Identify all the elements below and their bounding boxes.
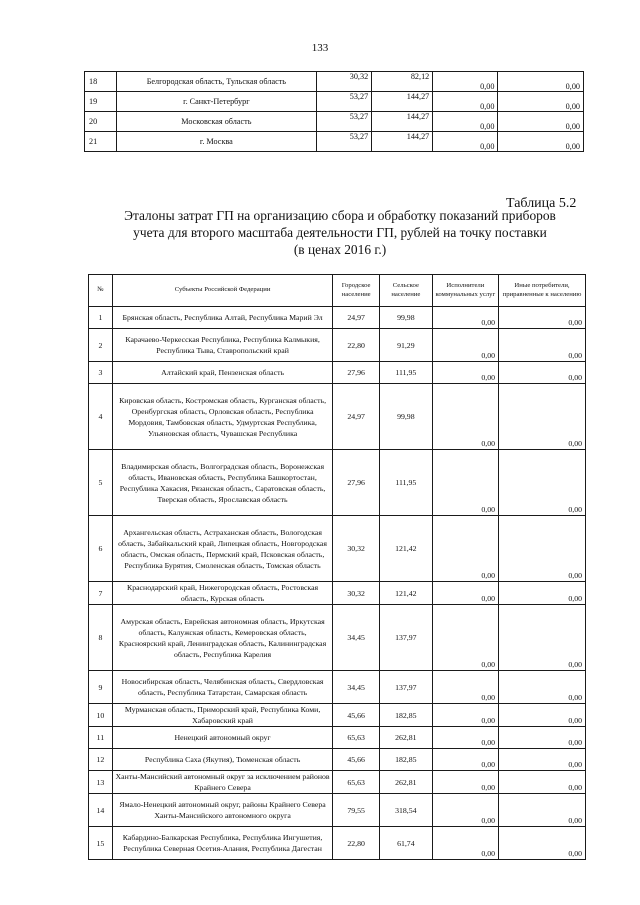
- row-urban-value: 53,27: [317, 112, 372, 132]
- page-number: 133: [311, 42, 329, 54]
- row-other-value: 0,00: [499, 605, 586, 671]
- row-rural-value: 91,29: [379, 329, 432, 362]
- row-other-value: 0,00: [499, 384, 586, 450]
- row-urban-value: 53,27: [317, 92, 372, 112]
- row-urban-value: 22,80: [333, 827, 380, 860]
- row-number: 13: [89, 771, 113, 794]
- row-utility-value: 0,00: [433, 132, 498, 152]
- row-rural-value: 121,42: [379, 516, 432, 582]
- row-utility-value: 0,00: [433, 92, 498, 112]
- cost-standards-table: [88, 274, 586, 860]
- row-number: 9: [89, 671, 113, 704]
- row-number: 7: [89, 582, 113, 605]
- row-utility-value: 0,00: [432, 727, 498, 749]
- row-urban-value: 79,55: [333, 794, 380, 827]
- row-utility-value: 0,00: [432, 827, 498, 860]
- table-row: [89, 671, 586, 704]
- row-utility-value: 0,00: [432, 671, 498, 704]
- row-other-value: 0,00: [499, 671, 586, 704]
- continued-table: [84, 71, 584, 152]
- row-number: 4: [89, 384, 113, 450]
- row-urban-value: 27,96: [333, 362, 380, 384]
- row-number: 18: [85, 72, 117, 92]
- header-rural: Сельское население: [379, 275, 432, 307]
- row-utility-value: 0,00: [432, 749, 498, 771]
- row-subject: Владимирская область, Волгоградская область, Воронежская область, Ивановская область, Республика Башкортостан, Республика Хакасия, Рязанская область, Саратовская область, Тверская область, Ярославская область: [112, 450, 333, 516]
- row-urban-value: 27,96: [333, 450, 380, 516]
- row-urban-value: 30,32: [333, 516, 380, 582]
- row-number: 19: [85, 92, 117, 112]
- row-urban-value: 30,32: [317, 72, 372, 92]
- row-other-value: 0,00: [499, 450, 586, 516]
- table-row: [85, 92, 584, 112]
- table-row: [89, 704, 586, 727]
- title-line: Эталоны затрат ГП на организацию сбора и обработку показаний приборов: [124, 208, 556, 223]
- table-row: [89, 605, 586, 671]
- row-utility-value: 0,00: [432, 704, 498, 727]
- row-rural-value: 144,27: [372, 92, 433, 112]
- row-number: 6: [89, 516, 113, 582]
- table-row: [89, 516, 586, 582]
- row-number: 5: [89, 450, 113, 516]
- row-rural-value: 182,85: [379, 749, 432, 771]
- row-other-value: 0,00: [499, 794, 586, 827]
- table-row: [89, 450, 586, 516]
- row-other-value: 0,00: [499, 704, 586, 727]
- table-row: [89, 307, 586, 329]
- row-rural-value: 61,74: [379, 827, 432, 860]
- table-row: [89, 384, 586, 450]
- row-other-value: 0,00: [499, 516, 586, 582]
- row-other-value: 0,00: [499, 749, 586, 771]
- row-rural-value: 111,95: [379, 450, 432, 516]
- row-number: 12: [89, 749, 113, 771]
- row-rural-value: 111,95: [379, 362, 432, 384]
- table-row: [89, 329, 586, 362]
- row-rural-value: 99,98: [379, 307, 432, 329]
- title-line: (в ценах 2016 г.): [293, 242, 387, 257]
- row-utility-value: 0,00: [432, 450, 498, 516]
- row-subject: Кировская область, Костромская область, Курганская область, Оренбургская область, Орловская область, Республика Мордовия, Тамбовская область, Удмуртская Республика, Ульяновская область, Чувашская Республика: [112, 384, 333, 450]
- row-other-value: 0,00: [499, 329, 586, 362]
- row-subject: Белгородская область, Тульская область: [116, 72, 317, 92]
- row-rural-value: 318,54: [379, 794, 432, 827]
- table-row: [85, 132, 584, 152]
- row-other-value: 0,00: [498, 132, 584, 152]
- row-rural-value: 82,12: [372, 72, 433, 92]
- row-number: 20: [85, 112, 117, 132]
- row-subject: Московская область: [116, 112, 317, 132]
- row-utility-value: 0,00: [432, 384, 498, 450]
- table-row: [89, 727, 586, 749]
- row-utility-value: 0,00: [433, 112, 498, 132]
- row-urban-value: 45,66: [333, 704, 380, 727]
- header-utility: Исполнители коммунальных услуг: [432, 275, 498, 307]
- table-row: [85, 112, 584, 132]
- row-subject: Ямало-Ненецкий автономный округ, районы Крайнего Севера Ханты-Мансийского автономного округа: [112, 794, 333, 827]
- row-other-value: 0,00: [499, 307, 586, 329]
- row-urban-value: 34,45: [333, 605, 380, 671]
- row-urban-value: 45,66: [333, 749, 380, 771]
- row-subject: Брянская область, Республика Алтай, Республика Марий Эл: [112, 307, 333, 329]
- row-number: 15: [89, 827, 113, 860]
- row-number: 10: [89, 704, 113, 727]
- row-urban-value: 30,32: [333, 582, 380, 605]
- table-row: [89, 749, 586, 771]
- row-urban-value: 24,97: [333, 307, 380, 329]
- row-other-value: 0,00: [499, 771, 586, 794]
- row-number: 8: [89, 605, 113, 671]
- table-row: [89, 794, 586, 827]
- row-rural-value: 121,42: [379, 582, 432, 605]
- row-utility-value: 0,00: [432, 307, 498, 329]
- table-row: [89, 362, 586, 384]
- row-other-value: 0,00: [498, 92, 584, 112]
- row-rural-value: 144,27: [372, 132, 433, 152]
- header-other: Иные потребители, приравненные к населению: [499, 275, 586, 307]
- row-rural-value: 262,81: [379, 727, 432, 749]
- table-row: [89, 771, 586, 794]
- row-utility-value: 0,00: [432, 771, 498, 794]
- row-rural-value: 99,98: [379, 384, 432, 450]
- table-label: Таблица 5.2: [506, 196, 577, 211]
- row-utility-value: 0,00: [432, 329, 498, 362]
- row-subject: Амурская область, Еврейская автономная область, Иркутская область, Калужская область, Кемеровская область, Красноярский край, Ленинградская область, Калининградская область, Республика Карелия: [112, 605, 333, 671]
- row-other-value: 0,00: [498, 72, 584, 92]
- row-urban-value: 65,63: [333, 727, 380, 749]
- row-number: 21: [85, 132, 117, 152]
- row-other-value: 0,00: [498, 112, 584, 132]
- row-urban-value: 53,27: [317, 132, 372, 152]
- row-utility-value: 0,00: [432, 605, 498, 671]
- document-title: [80, 207, 600, 258]
- row-other-value: 0,00: [499, 827, 586, 860]
- row-subject: Ненецкий автономный округ: [112, 727, 333, 749]
- row-utility-value: 0,00: [432, 794, 498, 827]
- row-other-value: 0,00: [499, 582, 586, 605]
- table-row: [85, 72, 584, 92]
- table-header-row: [89, 275, 586, 307]
- row-urban-value: 65,63: [333, 771, 380, 794]
- table-row: [89, 827, 586, 860]
- row-number: 11: [89, 727, 113, 749]
- row-subject: г. Санкт-Петербург: [116, 92, 317, 112]
- header-urban: Городское население: [333, 275, 380, 307]
- table-row: [89, 582, 586, 605]
- row-subject: Ханты-Мансийский автономный округ за исключением районов Крайнего Севера: [112, 771, 333, 794]
- row-urban-value: 34,45: [333, 671, 380, 704]
- header-number: №: [89, 275, 113, 307]
- row-subject: Алтайский край, Пензенская область: [112, 362, 333, 384]
- row-number: 2: [89, 329, 113, 362]
- row-number: 14: [89, 794, 113, 827]
- row-utility-value: 0,00: [432, 362, 498, 384]
- title-line: учета для второго масштаба деятельности ГП, рублей на точку поставки: [133, 225, 547, 240]
- row-subject: Краснодарский край, Нижегородская область, Ростовская область, Курская область: [112, 582, 333, 605]
- header-subject: Субъекты Российской Федерации: [112, 275, 333, 307]
- row-other-value: 0,00: [499, 727, 586, 749]
- row-number: 3: [89, 362, 113, 384]
- row-urban-value: 22,80: [333, 329, 380, 362]
- row-rural-value: 137,97: [379, 605, 432, 671]
- row-subject: Карачаево-Черкесская Республика, Республика Калмыкия, Республика Тыва, Ставропольский край: [112, 329, 333, 362]
- row-subject: г. Москва: [116, 132, 317, 152]
- row-other-value: 0,00: [499, 362, 586, 384]
- row-number: 1: [89, 307, 113, 329]
- row-rural-value: 144,27: [372, 112, 433, 132]
- row-rural-value: 137,97: [379, 671, 432, 704]
- row-subject: Архангельская область, Астраханская область, Вологодская область, Забайкальский край, Липецкая область, Новгородская область, Омская область, Пермский край, Псковская область, Республика Бурятия, Смоленская область, Томская область: [112, 516, 333, 582]
- row-rural-value: 182,85: [379, 704, 432, 727]
- row-utility-value: 0,00: [432, 582, 498, 605]
- row-subject: Республика Саха (Якутия), Тюменская область: [112, 749, 333, 771]
- row-rural-value: 262,81: [379, 771, 432, 794]
- row-subject: Мурманская область, Приморский край, Республика Коми, Хабаровский край: [112, 704, 333, 727]
- row-utility-value: 0,00: [432, 516, 498, 582]
- row-subject: Новосибирская область, Челябинская область, Свердловская область, Республика Татарстан, Самарская область: [112, 671, 333, 704]
- row-urban-value: 24,97: [333, 384, 380, 450]
- row-utility-value: 0,00: [433, 72, 498, 92]
- row-subject: Кабардино-Балкарская Республика, Республика Ингушетия, Республика Северная Осетия-Алания, Республика Дагестан: [112, 827, 333, 860]
